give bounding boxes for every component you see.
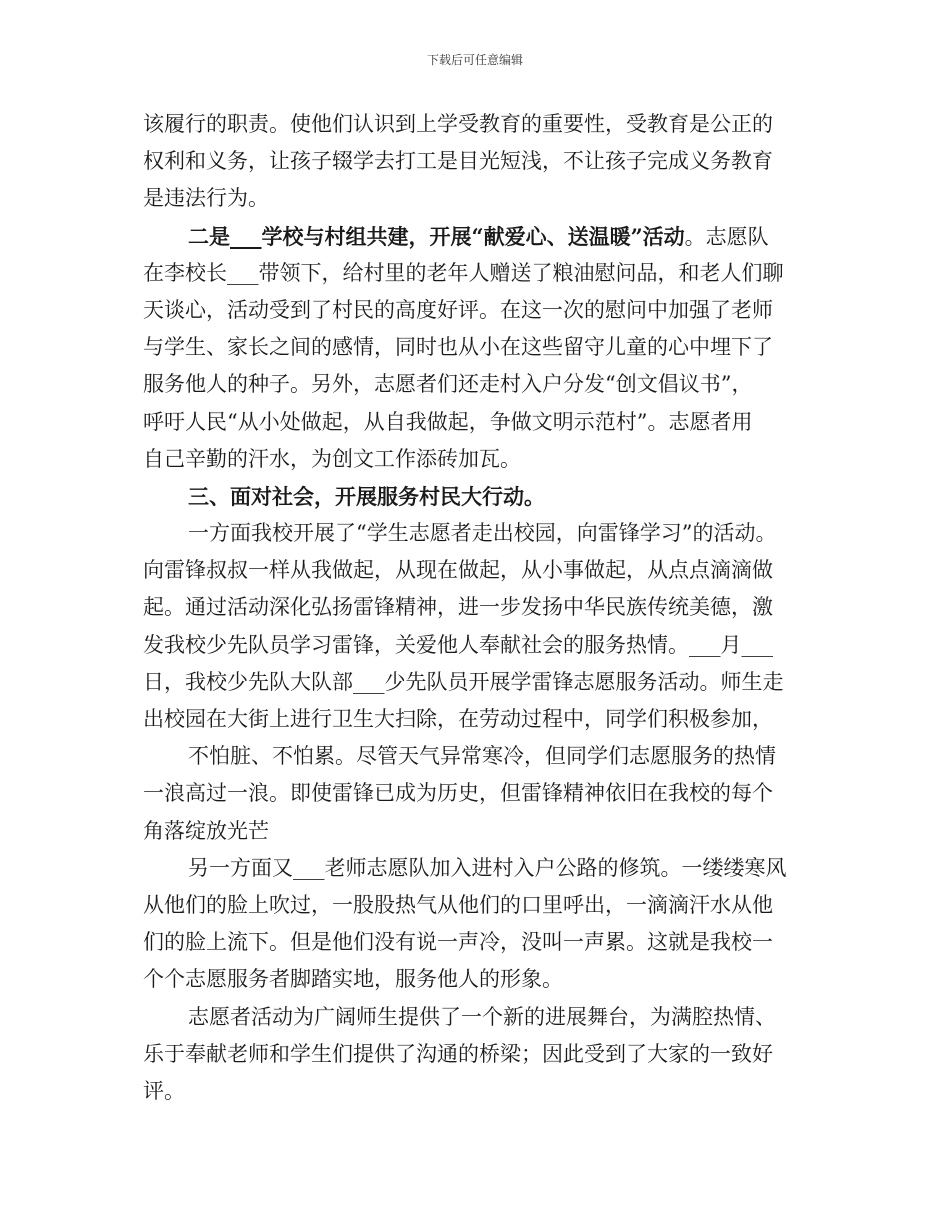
text-line: 评。 <box>143 1078 185 1103</box>
text-line: 不怕脏、不怕累。尽管天气异常寒冷，但同学们志愿服务的热情 <box>188 744 776 769</box>
text-line: 日，我校少先队大队部___少先队员开展学雷锋志愿服务活动。师生走 <box>143 669 784 694</box>
text-line: 是违法行为。 <box>143 186 269 211</box>
text-line: 个个志愿服务者脚踏实地，服务他人的形象。 <box>143 967 563 992</box>
text-line: 该履行的职责。使他们认识到上学受教育的重要性，受教育是公正的 <box>143 112 773 136</box>
text-line: 们的脸上流下。但是他们没有说一声冷，没叫一声累。这就是我校一 <box>143 930 773 955</box>
text-line: 起。通过活动深化弘扬雷锋精神，进一步发扬中华民族传统美德，激 <box>143 595 773 620</box>
text-line: 天谈心，活动受到了村民的高度好评。在这一次的慰问中加强了老师 <box>143 297 773 322</box>
text-line: 发我校少先队员学习雷锋，关爱他人奉献社会的服务热情。___月___ <box>143 632 773 657</box>
text-line: 在李校长___带领下，给村里的老年人赠送了粮油慰问品，和老人们聊 <box>143 260 784 285</box>
text-line: 一浪高过一浪。即使雷锋已成为历史，但雷锋精神依旧在我校的每个 <box>143 781 773 806</box>
document-body <box>143 106 823 1110</box>
text-line: 与学生、家长之间的感情，同时也从小在这些留守儿童的心中埋下了 <box>143 335 773 360</box>
text-line: 向雷锋叔叔一样从我做起，从现在做起，从小事做起，从点点滴滴做 <box>143 558 773 583</box>
text-line: 服务他人的种子。另外，志愿者们还走村入户分发“创文倡议书”， <box>143 372 753 397</box>
section-three-heading: 三、面对社会，开展服务村民大行动。 <box>188 483 545 509</box>
text-line: 一方面我校开展了“学生志愿者走出校园，向雷锋学习”的活动。 <box>188 521 777 546</box>
text-line: 角落绽放光芒 <box>143 818 269 843</box>
text-line: 志愿者活动为广阔师生提供了一个新的进展舞台，为满腔热情、 <box>188 1004 776 1029</box>
text-line: 乐于奉献老师和学生们提供了沟通的桥梁；因此受到了大家的一致好 <box>143 1041 773 1066</box>
text-line: 自己辛勤的汗水，为创文工作添砖加瓦。 <box>143 446 521 471</box>
text-line: 出校园在大街上进行卫生大扫除，在劳动过程中，同学们积极参加， <box>143 707 773 731</box>
text-line: 另一方面又___老师志愿队加入进村入户公路的修筑。一缕缕寒风 <box>188 855 787 880</box>
section-two-heading-line <box>143 218 823 255</box>
page-header: 下载后可任意编辑 <box>426 53 523 67</box>
text-line: 权利和义务，让孩子辍学去打工是目光短浅，不让孩子完成义务教育 <box>143 149 773 174</box>
text-run: 。志愿队 <box>684 224 769 249</box>
text-line: 从他们的脸上吹过，一股股热气从他们的口里呼出，一滴滴汗水从他 <box>143 892 773 917</box>
section-two-heading: 二是___学校与村组共建，开展“献爱心、送温暖”活动 <box>188 223 685 249</box>
text-line: 呼吁人民“从小处做起，从自我做起，争做文明示范村”。志愿者用 <box>143 409 753 434</box>
